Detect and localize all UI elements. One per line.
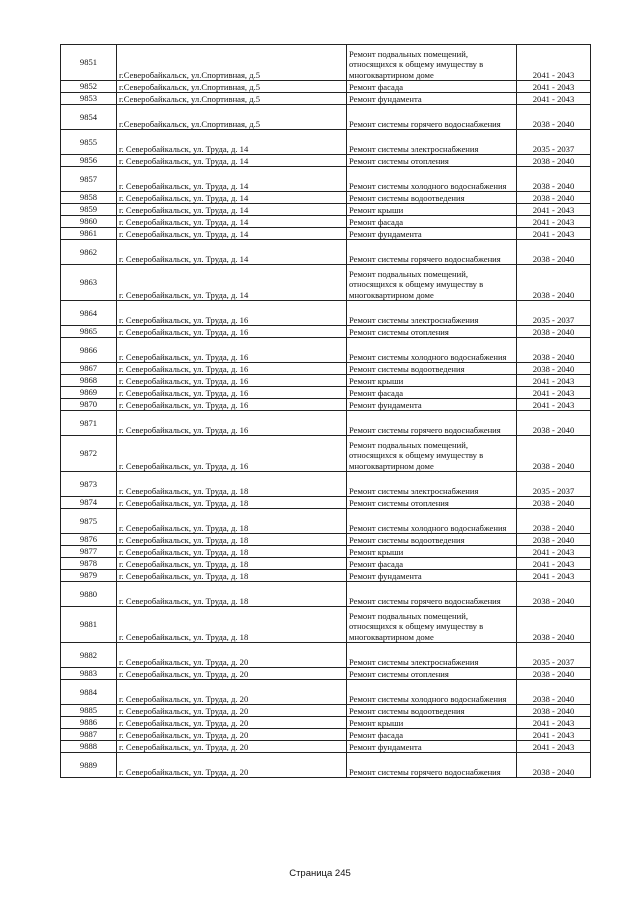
table-row <box>61 216 591 228</box>
work-type-cell: Ремонт крыши <box>347 204 517 216</box>
work-type-cell: Ремонт системы холодного водоснабжения <box>347 680 517 705</box>
address-cell: г. Северобайкальск, ул. Труда, д. 20 <box>117 717 347 729</box>
address-cell: г. Северобайкальск, ул. Труда, д. 16 <box>117 363 347 375</box>
row-number-cell: 9883 <box>61 668 117 680</box>
work-type-cell: Ремонт подвальных помещений, относящихся к общему имуществу в многоквартирном доме <box>347 265 517 301</box>
row-number-cell: 9859 <box>61 204 117 216</box>
row-number-cell: 9871 <box>61 411 117 436</box>
row-number-cell: 9868 <box>61 375 117 387</box>
table-row <box>61 81 591 93</box>
table-row <box>61 472 591 497</box>
row-number-cell: 9882 <box>61 643 117 668</box>
row-number-cell: 9860 <box>61 216 117 228</box>
row-number-cell: 9879 <box>61 570 117 582</box>
address-cell: г.Северобайкальск, ул.Спортивная, д.5 <box>117 93 347 105</box>
row-number-cell: 9876 <box>61 534 117 546</box>
work-type-cell: Ремонт фасада <box>347 558 517 570</box>
period-cell: 2041 - 2043 <box>517 81 591 93</box>
work-type-cell: Ремонт системы отопления <box>347 497 517 509</box>
period-cell: 2035 - 2037 <box>517 130 591 155</box>
table-row <box>61 582 591 607</box>
period-cell: 2038 - 2040 <box>517 436 591 472</box>
period-cell: 2041 - 2043 <box>517 216 591 228</box>
row-number-cell: 9877 <box>61 546 117 558</box>
table-row <box>61 363 591 375</box>
address-cell: г. Северобайкальск, ул. Труда, д. 18 <box>117 607 347 643</box>
address-cell: г. Северобайкальск, ул. Труда, д. 16 <box>117 301 347 326</box>
table-row <box>61 387 591 399</box>
work-type-cell: Ремонт системы холодного водоснабжения <box>347 509 517 534</box>
table-row <box>61 167 591 192</box>
address-cell: г. Северобайкальск, ул. Труда, д. 14 <box>117 130 347 155</box>
row-number-cell: 9858 <box>61 192 117 204</box>
row-number-cell: 9853 <box>61 93 117 105</box>
table-row <box>61 509 591 534</box>
period-cell: 2038 - 2040 <box>517 326 591 338</box>
table-row <box>61 717 591 729</box>
period-cell: 2038 - 2040 <box>517 105 591 130</box>
period-cell: 2041 - 2043 <box>517 45 591 81</box>
address-cell: г. Северобайкальск, ул. Труда, д. 14 <box>117 240 347 265</box>
table-row <box>61 643 591 668</box>
period-cell: 2041 - 2043 <box>517 741 591 753</box>
row-number-cell: 9888 <box>61 741 117 753</box>
work-type-cell: Ремонт фасада <box>347 81 517 93</box>
work-type-cell: Ремонт системы горячего водоснабжения <box>347 753 517 778</box>
work-type-cell: Ремонт системы электроснабжения <box>347 472 517 497</box>
period-cell: 2038 - 2040 <box>517 265 591 301</box>
table-row <box>61 93 591 105</box>
address-cell: г.Северобайкальск, ул.Спортивная, д.5 <box>117 45 347 81</box>
row-number-cell: 9851 <box>61 45 117 81</box>
period-cell: 2035 - 2037 <box>517 301 591 326</box>
period-cell: 2038 - 2040 <box>517 509 591 534</box>
row-number-cell: 9869 <box>61 387 117 399</box>
period-cell: 2041 - 2043 <box>517 717 591 729</box>
work-type-cell: Ремонт системы электроснабжения <box>347 643 517 668</box>
table-row <box>61 411 591 436</box>
work-type-cell: Ремонт системы горячего водоснабжения <box>347 582 517 607</box>
work-type-cell: Ремонт системы водоотведения <box>347 705 517 717</box>
address-cell: г. Северобайкальск, ул. Труда, д. 14 <box>117 204 347 216</box>
period-cell: 2038 - 2040 <box>517 192 591 204</box>
work-type-cell: Ремонт фасада <box>347 216 517 228</box>
address-cell: г. Северобайкальск, ул. Труда, д. 18 <box>117 472 347 497</box>
address-cell: г. Северобайкальск, ул. Труда, д. 16 <box>117 399 347 411</box>
address-cell: г. Северобайкальск, ул. Труда, д. 20 <box>117 668 347 680</box>
address-cell: г. Северобайкальск, ул. Труда, д. 16 <box>117 375 347 387</box>
work-type-cell: Ремонт фундамента <box>347 570 517 582</box>
row-number-cell: 9863 <box>61 265 117 301</box>
row-number-cell: 9862 <box>61 240 117 265</box>
row-number-cell: 9886 <box>61 717 117 729</box>
period-cell: 2041 - 2043 <box>517 570 591 582</box>
work-type-cell: Ремонт системы холодного водоснабжения <box>347 338 517 363</box>
table-row <box>61 680 591 705</box>
work-type-cell: Ремонт крыши <box>347 375 517 387</box>
address-cell: г. Северобайкальск, ул. Труда, д. 20 <box>117 705 347 717</box>
address-cell: г. Северобайкальск, ул. Труда, д. 14 <box>117 228 347 240</box>
period-cell: 2038 - 2040 <box>517 363 591 375</box>
address-cell: г. Северобайкальск, ул. Труда, д. 20 <box>117 729 347 741</box>
table-row <box>61 705 591 717</box>
row-number-cell: 9881 <box>61 607 117 643</box>
period-cell: 2038 - 2040 <box>517 607 591 643</box>
period-cell: 2041 - 2043 <box>517 387 591 399</box>
table-row <box>61 546 591 558</box>
address-cell: г. Северобайкальск, ул. Труда, д. 18 <box>117 558 347 570</box>
table-row <box>61 326 591 338</box>
table-row <box>61 741 591 753</box>
row-number-cell: 9885 <box>61 705 117 717</box>
row-number-cell: 9878 <box>61 558 117 570</box>
row-number-cell: 9854 <box>61 105 117 130</box>
row-number-cell: 9889 <box>61 753 117 778</box>
period-cell: 2041 - 2043 <box>517 375 591 387</box>
address-cell: г. Северобайкальск, ул. Труда, д. 16 <box>117 411 347 436</box>
work-type-cell: Ремонт системы водоотведения <box>347 363 517 375</box>
table-row <box>61 668 591 680</box>
address-cell: г. Северобайкальск, ул. Труда, д. 18 <box>117 534 347 546</box>
row-number-cell: 9864 <box>61 301 117 326</box>
period-cell: 2035 - 2037 <box>517 643 591 668</box>
table-body <box>61 45 591 778</box>
work-type-cell: Ремонт системы горячего водоснабжения <box>347 411 517 436</box>
period-cell: 2038 - 2040 <box>517 680 591 705</box>
work-type-cell: Ремонт фундамента <box>347 93 517 105</box>
address-cell: г. Северобайкальск, ул. Труда, д. 20 <box>117 680 347 705</box>
work-type-cell: Ремонт фундамента <box>347 399 517 411</box>
address-cell: г. Северобайкальск, ул. Труда, д. 18 <box>117 509 347 534</box>
table-row <box>61 192 591 204</box>
table-row <box>61 105 591 130</box>
address-cell: г.Северобайкальск, ул.Спортивная, д.5 <box>117 81 347 93</box>
table-row <box>61 228 591 240</box>
address-cell: г.Северобайкальск, ул.Спортивная, д.5 <box>117 105 347 130</box>
period-cell: 2038 - 2040 <box>517 411 591 436</box>
work-type-cell: Ремонт системы горячего водоснабжения <box>347 240 517 265</box>
table-row <box>61 558 591 570</box>
work-type-cell: Ремонт системы горячего водоснабжения <box>347 105 517 130</box>
row-number-cell: 9856 <box>61 155 117 167</box>
table-row <box>61 753 591 778</box>
table-row <box>61 338 591 363</box>
period-cell: 2038 - 2040 <box>517 155 591 167</box>
row-number-cell: 9873 <box>61 472 117 497</box>
table-row <box>61 729 591 741</box>
work-type-cell: Ремонт системы отопления <box>347 668 517 680</box>
address-cell: г. Северобайкальск, ул. Труда, д. 16 <box>117 326 347 338</box>
address-cell: г. Северобайкальск, ул. Труда, д. 18 <box>117 497 347 509</box>
address-cell: г. Северобайкальск, ул. Труда, д. 20 <box>117 753 347 778</box>
period-cell: 2038 - 2040 <box>517 497 591 509</box>
period-cell: 2041 - 2043 <box>517 558 591 570</box>
table-row <box>61 45 591 81</box>
address-cell: г. Северобайкальск, ул. Труда, д. 20 <box>117 741 347 753</box>
row-number-cell: 9861 <box>61 228 117 240</box>
row-number-cell: 9857 <box>61 167 117 192</box>
page-number: Страница 245 <box>289 868 351 879</box>
period-cell: 2041 - 2043 <box>517 546 591 558</box>
table-row <box>61 375 591 387</box>
table-row <box>61 497 591 509</box>
period-cell: 2035 - 2037 <box>517 472 591 497</box>
row-number-cell: 9852 <box>61 81 117 93</box>
address-cell: г. Северобайкальск, ул. Труда, д. 14 <box>117 216 347 228</box>
period-cell: 2041 - 2043 <box>517 228 591 240</box>
period-cell: 2038 - 2040 <box>517 582 591 607</box>
table-row <box>61 155 591 167</box>
document-page <box>60 44 591 778</box>
period-cell: 2038 - 2040 <box>517 534 591 546</box>
work-type-cell: Ремонт крыши <box>347 546 517 558</box>
row-number-cell: 9867 <box>61 363 117 375</box>
table-row <box>61 436 591 472</box>
row-number-cell: 9884 <box>61 680 117 705</box>
address-cell: г. Северобайкальск, ул. Труда, д. 20 <box>117 643 347 668</box>
row-number-cell: 9874 <box>61 497 117 509</box>
period-cell: 2038 - 2040 <box>517 240 591 265</box>
table-row <box>61 534 591 546</box>
work-type-cell: Ремонт подвальных помещений, относящихся к общему имуществу в многоквартирном доме <box>347 607 517 643</box>
row-number-cell: 9866 <box>61 338 117 363</box>
address-cell: г. Северобайкальск, ул. Труда, д. 16 <box>117 436 347 472</box>
table-row <box>61 607 591 643</box>
period-cell: 2041 - 2043 <box>517 93 591 105</box>
table-row <box>61 265 591 301</box>
period-cell: 2038 - 2040 <box>517 668 591 680</box>
row-number-cell: 9880 <box>61 582 117 607</box>
work-type-cell: Ремонт фундамента <box>347 228 517 240</box>
table-row <box>61 570 591 582</box>
work-type-cell: Ремонт системы водоотведения <box>347 534 517 546</box>
address-cell: г. Северобайкальск, ул. Труда, д. 16 <box>117 338 347 363</box>
table-row <box>61 399 591 411</box>
address-cell: г. Северобайкальск, ул. Труда, д. 16 <box>117 387 347 399</box>
period-cell: 2038 - 2040 <box>517 705 591 717</box>
work-type-cell: Ремонт системы отопления <box>347 155 517 167</box>
period-cell: 2041 - 2043 <box>517 399 591 411</box>
row-number-cell: 9887 <box>61 729 117 741</box>
period-cell: 2038 - 2040 <box>517 753 591 778</box>
address-cell: г. Северобайкальск, ул. Труда, д. 14 <box>117 167 347 192</box>
work-type-cell: Ремонт подвальных помещений, относящихся к общему имуществу в многоквартирном доме <box>347 45 517 81</box>
table-row <box>61 130 591 155</box>
work-type-cell: Ремонт системы водоотведения <box>347 192 517 204</box>
work-type-cell: Ремонт фасада <box>347 387 517 399</box>
address-cell: г. Северобайкальск, ул. Труда, д. 14 <box>117 192 347 204</box>
work-type-cell: Ремонт системы электроснабжения <box>347 130 517 155</box>
work-type-cell: Ремонт фасада <box>347 729 517 741</box>
row-number-cell: 9872 <box>61 436 117 472</box>
row-number-cell: 9875 <box>61 509 117 534</box>
work-type-cell: Ремонт системы холодного водоснабжения <box>347 167 517 192</box>
address-cell: г. Северобайкальск, ул. Труда, д. 18 <box>117 570 347 582</box>
row-number-cell: 9870 <box>61 399 117 411</box>
table-row <box>61 240 591 265</box>
work-type-cell: Ремонт крыши <box>347 717 517 729</box>
work-type-cell: Ремонт фундамента <box>347 741 517 753</box>
period-cell: 2038 - 2040 <box>517 338 591 363</box>
table-row <box>61 204 591 216</box>
address-cell: г. Северобайкальск, ул. Труда, д. 18 <box>117 546 347 558</box>
address-cell: г. Северобайкальск, ул. Труда, д. 14 <box>117 155 347 167</box>
period-cell: 2038 - 2040 <box>517 167 591 192</box>
work-type-cell: Ремонт подвальных помещений, относящихся к общему имуществу в многоквартирном доме <box>347 436 517 472</box>
address-cell: г. Северобайкальск, ул. Труда, д. 18 <box>117 582 347 607</box>
repair-schedule-table <box>60 44 591 778</box>
work-type-cell: Ремонт системы отопления <box>347 326 517 338</box>
period-cell: 2041 - 2043 <box>517 729 591 741</box>
address-cell: г. Северобайкальск, ул. Труда, д. 14 <box>117 265 347 301</box>
period-cell: 2041 - 2043 <box>517 204 591 216</box>
work-type-cell: Ремонт системы электроснабжения <box>347 301 517 326</box>
row-number-cell: 9855 <box>61 130 117 155</box>
row-number-cell: 9865 <box>61 326 117 338</box>
table-row <box>61 301 591 326</box>
